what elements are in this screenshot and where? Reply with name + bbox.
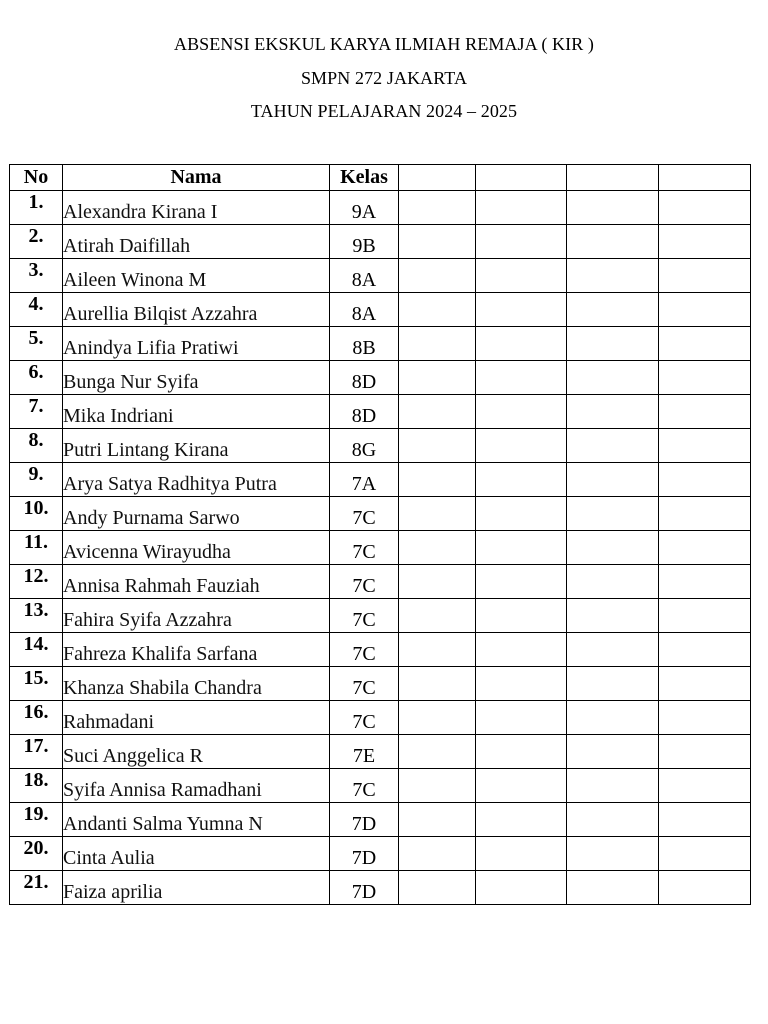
row-number: 2. [10, 225, 63, 259]
attendance-cell [567, 599, 659, 633]
attendance-cell [567, 531, 659, 565]
attendance-cell [567, 735, 659, 769]
table-row [10, 463, 751, 497]
table-row [10, 599, 751, 633]
table-body [10, 191, 751, 905]
table-row [10, 803, 751, 837]
column-header-nama: Nama [63, 165, 330, 191]
attendance-cell [567, 701, 659, 735]
attendance-cell [476, 633, 567, 667]
student-name: Khanza Shabila Chandra [63, 667, 330, 701]
student-name: Alexandra Kirana I [63, 191, 330, 225]
student-class: 7C [330, 701, 399, 735]
student-name: Fahira Syifa Azzahra [63, 599, 330, 633]
student-name: Anindya Lifia Pratiwi [63, 327, 330, 361]
attendance-cell [476, 565, 567, 599]
attendance-cell [476, 327, 567, 361]
column-header-no: No [10, 165, 63, 191]
student-name: Andanti Salma Yumna N [63, 803, 330, 837]
table-row [10, 531, 751, 565]
row-number: 9. [10, 463, 63, 497]
student-name: Atirah Daifillah [63, 225, 330, 259]
student-name: Aurellia Bilqist Azzahra [63, 293, 330, 327]
student-class: 7D [330, 803, 399, 837]
table-row [10, 667, 751, 701]
attendance-cell [659, 361, 751, 395]
table-row [10, 259, 751, 293]
row-number: 20. [10, 837, 63, 871]
attendance-cell [399, 361, 476, 395]
row-number: 16. [10, 701, 63, 735]
student-name: Arya Satya Radhitya Putra [63, 463, 330, 497]
table-row [10, 633, 751, 667]
table-row [10, 293, 751, 327]
attendance-cell [659, 769, 751, 803]
attendance-cell [399, 463, 476, 497]
student-class: 9A [330, 191, 399, 225]
attendance-cell [659, 191, 751, 225]
attendance-cell [476, 871, 567, 905]
student-class: 7D [330, 837, 399, 871]
attendance-cell [659, 259, 751, 293]
column-header-kelas: Kelas [330, 165, 399, 191]
student-name: Syifa Annisa Ramadhani [63, 769, 330, 803]
attendance-cell [476, 769, 567, 803]
attendance-cell [476, 531, 567, 565]
attendance-cell [567, 259, 659, 293]
table-row [10, 191, 751, 225]
table-row [10, 769, 751, 803]
row-number: 10. [10, 497, 63, 531]
student-name: Bunga Nur Syifa [63, 361, 330, 395]
row-number: 8. [10, 429, 63, 463]
table-row [10, 361, 751, 395]
student-class: 7C [330, 531, 399, 565]
student-class: 7C [330, 565, 399, 599]
row-number: 12. [10, 565, 63, 599]
attendance-cell [399, 837, 476, 871]
attendance-cell [399, 633, 476, 667]
attendance-cell [659, 599, 751, 633]
attendance-cell [399, 531, 476, 565]
student-name: Cinta Aulia [63, 837, 330, 871]
row-number: 18. [10, 769, 63, 803]
student-name: Aileen Winona M [63, 259, 330, 293]
student-name: Fahreza Khalifa Sarfana [63, 633, 330, 667]
attendance-cell [659, 803, 751, 837]
attendance-cell [659, 531, 751, 565]
student-class: 9B [330, 225, 399, 259]
table-row [10, 735, 751, 769]
student-class: 8B [330, 327, 399, 361]
academic-year: TAHUN PELAJARAN 2024 – 2025 [250, 101, 518, 121]
attendance-cell [659, 871, 751, 905]
attendance-cell [399, 803, 476, 837]
document-header [0, 34, 768, 135]
row-number: 4. [10, 293, 63, 327]
attendance-cell [399, 259, 476, 293]
attendance-cell [659, 293, 751, 327]
attendance-cell [476, 701, 567, 735]
attendance-cell [567, 327, 659, 361]
attendance-cell [659, 837, 751, 871]
attendance-cell [659, 225, 751, 259]
attendance-cell [399, 429, 476, 463]
attendance-cell [399, 871, 476, 905]
attendance-cell [476, 735, 567, 769]
student-class: 7C [330, 667, 399, 701]
row-number: 13. [10, 599, 63, 633]
student-class: 8D [330, 395, 399, 429]
row-number: 11. [10, 531, 63, 565]
attendance-cell [399, 667, 476, 701]
student-name: Putri Lintang Kirana [63, 429, 330, 463]
table-row [10, 701, 751, 735]
attendance-cell [567, 871, 659, 905]
attendance-cell [399, 701, 476, 735]
row-number: 19. [10, 803, 63, 837]
column-header-blank [567, 165, 659, 191]
attendance-cell [659, 565, 751, 599]
table-row [10, 837, 751, 871]
school-name: SMPN 272 JAKARTA [300, 67, 468, 88]
column-header-blank [399, 165, 476, 191]
row-number: 3. [10, 259, 63, 293]
attendance-cell [476, 463, 567, 497]
student-name: Mika Indriani [63, 395, 330, 429]
student-class: 7A [330, 463, 399, 497]
attendance-cell [659, 667, 751, 701]
attendance-cell [567, 293, 659, 327]
attendance-cell [567, 633, 659, 667]
table-row [10, 395, 751, 429]
attendance-cell [399, 735, 476, 769]
student-class: 8A [330, 293, 399, 327]
attendance-cell [399, 565, 476, 599]
student-name: Annisa Rahmah Fauziah [63, 565, 330, 599]
attendance-cell [476, 191, 567, 225]
attendance-cell [399, 769, 476, 803]
student-class: 7C [330, 633, 399, 667]
attendance-cell [567, 769, 659, 803]
attendance-cell [659, 327, 751, 361]
attendance-cell [399, 395, 476, 429]
student-class: 7E [330, 735, 399, 769]
attendance-cell [567, 565, 659, 599]
attendance-cell [567, 463, 659, 497]
attendance-cell [399, 191, 476, 225]
attendance-cell [567, 497, 659, 531]
table-row [10, 429, 751, 463]
student-name: Rahmadani [63, 701, 330, 735]
student-class: 7C [330, 497, 399, 531]
student-class: 8D [330, 361, 399, 395]
attendance-cell [476, 803, 567, 837]
attendance-cell [567, 429, 659, 463]
attendance-cell [399, 327, 476, 361]
attendance-cell [567, 667, 659, 701]
attendance-cell [659, 463, 751, 497]
attendance-cell [476, 497, 567, 531]
attendance-cell [659, 395, 751, 429]
student-name: Avicenna Wirayudha [63, 531, 330, 565]
attendance-cell [476, 837, 567, 871]
row-number: 6. [10, 361, 63, 395]
attendance-cell [659, 701, 751, 735]
student-class: 7C [330, 599, 399, 633]
student-name: Andy Purnama Sarwo [63, 497, 330, 531]
attendance-cell [659, 497, 751, 531]
table-row [10, 565, 751, 599]
attendance-cell [567, 803, 659, 837]
table-row [10, 225, 751, 259]
attendance-cell [659, 633, 751, 667]
attendance-table [9, 164, 751, 905]
student-class: 7C [330, 769, 399, 803]
attendance-cell [567, 361, 659, 395]
student-name: Suci Anggelica R [63, 735, 330, 769]
table-header-row [10, 165, 751, 191]
table-row [10, 497, 751, 531]
attendance-cell [476, 667, 567, 701]
student-name: Faiza aprilia [63, 871, 330, 905]
attendance-cell [476, 361, 567, 395]
column-header-blank [659, 165, 751, 191]
document-title: ABSENSI EKSKUL KARYA ILMIAH REMAJA ( KIR ) [173, 34, 595, 54]
attendance-cell [399, 225, 476, 259]
row-number: 21. [10, 871, 63, 905]
row-number: 1. [10, 191, 63, 225]
attendance-cell [659, 429, 751, 463]
attendance-cell [399, 293, 476, 327]
attendance-cell [567, 191, 659, 225]
attendance-cell [659, 735, 751, 769]
attendance-cell [476, 225, 567, 259]
row-number: 17. [10, 735, 63, 769]
column-header-blank [476, 165, 567, 191]
student-class: 8G [330, 429, 399, 463]
attendance-cell [567, 395, 659, 429]
student-class: 7D [330, 871, 399, 905]
attendance-cell [476, 599, 567, 633]
student-class: 8A [330, 259, 399, 293]
attendance-cell [476, 259, 567, 293]
attendance-cell [399, 497, 476, 531]
table-row [10, 871, 751, 905]
row-number: 7. [10, 395, 63, 429]
attendance-cell [476, 293, 567, 327]
attendance-cell [567, 225, 659, 259]
attendance-cell [476, 395, 567, 429]
row-number: 15. [10, 667, 63, 701]
row-number: 5. [10, 327, 63, 361]
attendance-cell [476, 429, 567, 463]
row-number: 14. [10, 633, 63, 667]
table-row [10, 327, 751, 361]
attendance-cell [567, 837, 659, 871]
attendance-cell [399, 599, 476, 633]
